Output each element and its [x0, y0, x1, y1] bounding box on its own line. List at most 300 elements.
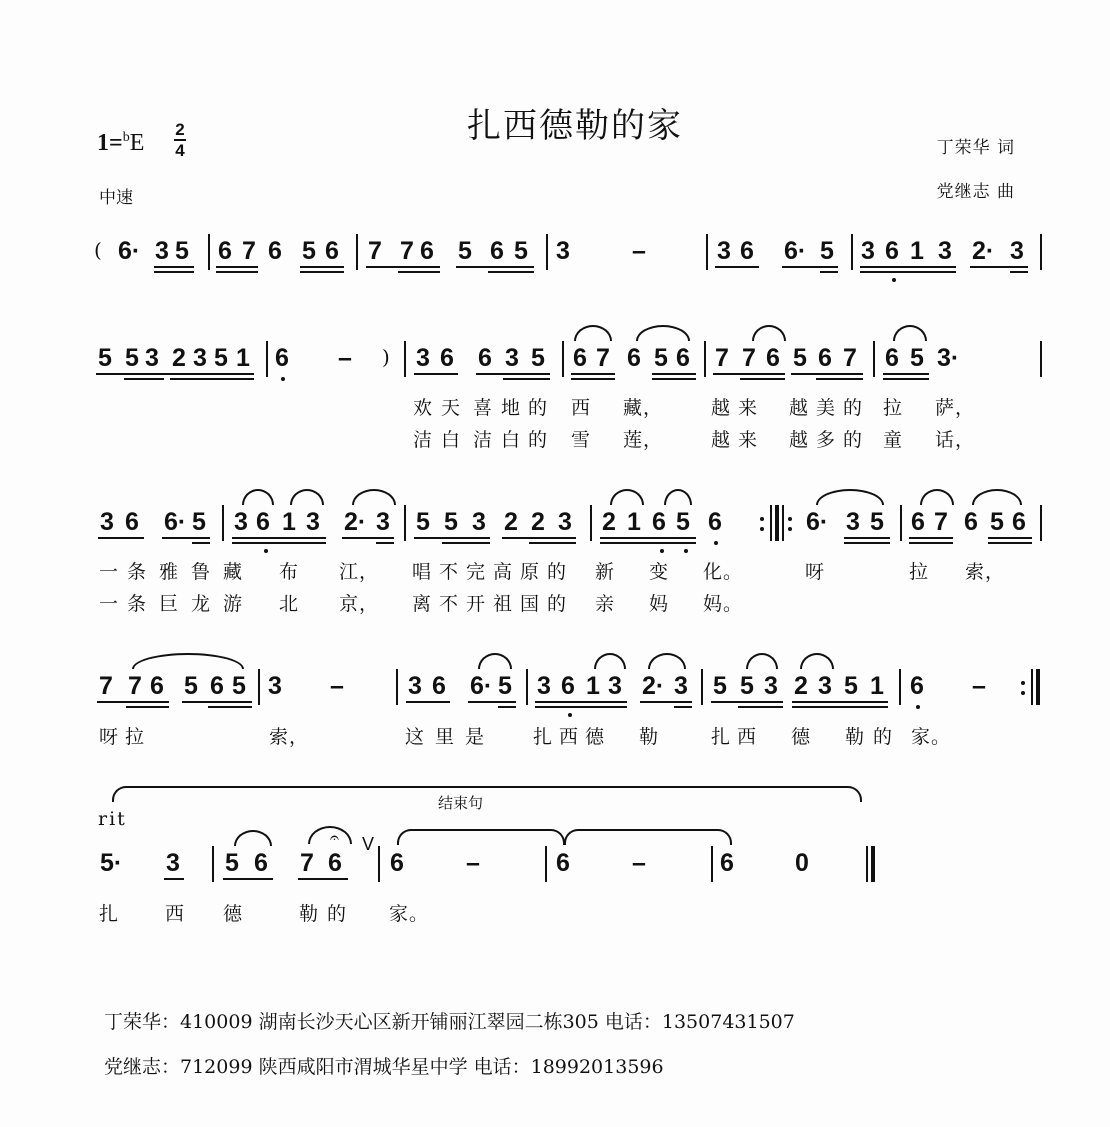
note: 3: [268, 672, 282, 700]
note: 3: [537, 672, 551, 700]
underline: [535, 701, 627, 703]
underline: [791, 373, 863, 375]
note: 6: [766, 344, 780, 372]
underline: [398, 271, 440, 273]
barline: [704, 341, 706, 377]
note: 2: [602, 508, 616, 536]
composer-credit: 党继志 曲: [936, 182, 1015, 202]
note: 1: [586, 672, 600, 700]
slur: [478, 653, 512, 669]
note: 3: [505, 344, 519, 372]
underline: [600, 542, 696, 544]
underline: [488, 271, 534, 273]
note: 2·: [344, 508, 367, 536]
underline: [98, 537, 144, 539]
lyric: 越: [711, 429, 732, 451]
lyric: 德: [791, 726, 812, 748]
note: 6: [652, 508, 666, 536]
note: 6: [720, 849, 734, 877]
note: 6: [556, 849, 570, 877]
barline: [873, 341, 875, 377]
lyric: 洁: [413, 429, 434, 451]
lyric: 拉: [909, 561, 930, 583]
underline: [232, 542, 326, 544]
note: 5: [232, 672, 246, 700]
low-octave-dot: [714, 541, 718, 545]
barline: [1040, 505, 1042, 541]
underline: [988, 537, 1032, 539]
underline: [738, 706, 783, 708]
underline: [96, 373, 254, 375]
lyric: 条: [127, 593, 148, 615]
slur: [290, 489, 324, 505]
lyric: 西: [571, 397, 592, 419]
underline: [1010, 271, 1028, 273]
note: 3: [608, 672, 622, 700]
staff-row-1: [0, 236, 1110, 276]
underline: [164, 878, 184, 880]
underline: [816, 378, 863, 380]
note: 6: [254, 849, 268, 877]
note: 3: [846, 508, 860, 536]
note: 7: [368, 237, 382, 265]
underline: [860, 271, 956, 273]
lyric: 越: [789, 429, 810, 451]
lyric: 祖: [493, 593, 514, 615]
barline: [545, 846, 547, 882]
underline: [126, 706, 169, 708]
barline: [1040, 234, 1042, 270]
note: 7: [742, 344, 756, 372]
barline: [526, 669, 528, 705]
note: 3: [306, 508, 320, 536]
underline: [571, 378, 615, 380]
repeat-barline: [770, 505, 772, 541]
lyric: 扎: [533, 726, 554, 748]
lyric: 巨: [159, 593, 180, 615]
barline: [590, 505, 592, 541]
underline: [232, 537, 326, 539]
note: 6: [573, 344, 587, 372]
lyric: 家。: [911, 726, 952, 748]
barline: [404, 341, 406, 377]
note: 6: [328, 849, 342, 877]
song-title: 扎西德勒的家: [467, 106, 683, 146]
note: 6: [150, 672, 164, 700]
underline: [792, 706, 888, 708]
repeat-end-barline: [1031, 669, 1033, 705]
low-octave-dot: [916, 705, 920, 709]
note: 5: [302, 237, 316, 265]
dash: –: [466, 849, 480, 877]
lyric: 欢: [413, 397, 434, 419]
underline: [503, 378, 550, 380]
lyric: 高: [493, 561, 514, 583]
note: 6·: [784, 237, 807, 265]
barline: [1040, 341, 1042, 377]
underline: [442, 542, 490, 544]
note: 3: [764, 672, 778, 700]
paren-open: (: [94, 238, 102, 262]
staff-row-5: [0, 828, 1110, 888]
underline: [216, 271, 258, 273]
underline: [711, 701, 783, 703]
barline: [546, 234, 548, 270]
note: 5: [175, 237, 189, 265]
barline: [356, 234, 358, 270]
lyric: 白: [441, 429, 462, 451]
slur: [594, 653, 626, 669]
lyric: 索，: [269, 726, 310, 748]
underline: [414, 373, 458, 375]
underline: [844, 537, 890, 539]
dash: –: [972, 672, 986, 700]
note: 5: [713, 672, 727, 700]
barline: [212, 846, 214, 882]
slur: [972, 489, 1022, 505]
note: 6: [432, 672, 446, 700]
barline: [258, 669, 260, 705]
low-octave-dot: [660, 549, 664, 553]
lyric: 变: [649, 561, 670, 583]
note: 5: [184, 672, 198, 700]
note: 7: [843, 344, 857, 372]
staff-row-4: [0, 671, 1110, 711]
underline: [298, 878, 348, 880]
lyric: 藏，: [623, 397, 664, 419]
lyric: 勒: [845, 726, 866, 748]
repeat-dot: [1021, 691, 1025, 695]
lyric: 雅: [159, 561, 180, 583]
lyric: 呀: [99, 726, 120, 748]
low-octave-dot: [264, 549, 268, 553]
lyric: 西: [737, 726, 758, 748]
note: 6: [390, 849, 404, 877]
note: 3: [472, 508, 486, 536]
barline: [266, 341, 268, 377]
note: 3: [818, 672, 832, 700]
note: 3: [861, 237, 875, 265]
barline: [706, 234, 708, 270]
note: 5: [225, 849, 239, 877]
repeat-dot: [788, 527, 792, 531]
underline: [406, 701, 450, 703]
underline: [844, 542, 890, 544]
lyric: 越: [789, 397, 810, 419]
note: 6: [125, 508, 139, 536]
note: 2: [794, 672, 808, 700]
note: 6: [440, 344, 454, 372]
note: 6·: [806, 508, 829, 536]
note: 7: [934, 508, 948, 536]
note: 3: [1010, 237, 1024, 265]
note: 1: [627, 508, 641, 536]
ending-label: 结束句: [438, 794, 484, 812]
note: 0: [795, 849, 809, 877]
note: 5: [125, 344, 139, 372]
barline: [711, 846, 713, 882]
note: 6: [420, 237, 434, 265]
note: 7: [400, 237, 414, 265]
contact-composer: 党继志：712099 陕西咸阳市渭城华星中学 电话：18992013596: [104, 1056, 664, 1078]
lyric: 天: [441, 397, 462, 419]
lyric: 索，: [965, 561, 1006, 583]
lyric: 唱: [412, 561, 433, 583]
note: 5: [676, 508, 690, 536]
repeat-barline: [782, 505, 784, 541]
note: 6: [561, 672, 575, 700]
lyric: 来: [738, 397, 759, 419]
note: 3: [556, 237, 570, 265]
lyric: 喜: [473, 397, 494, 419]
time-signature: [174, 120, 186, 160]
key-signature: [97, 130, 144, 157]
tie-bracket: [397, 829, 565, 845]
barline: [562, 341, 564, 377]
lyric: 扎: [711, 726, 732, 748]
note: 3: [234, 508, 248, 536]
underline: [502, 537, 576, 539]
note: 1: [910, 237, 924, 265]
barline: [701, 669, 703, 705]
lyric: 的: [327, 903, 348, 925]
note: 5: [514, 237, 528, 265]
note: 6: [218, 237, 232, 265]
lyric: 不: [439, 561, 460, 583]
slur: [132, 653, 244, 669]
slur: [920, 489, 954, 505]
underline: [300, 266, 344, 268]
lyric: 鲁: [191, 561, 212, 583]
staff-row-2: [0, 343, 1110, 383]
lyric: 原: [520, 561, 541, 583]
lyric: 新: [595, 561, 616, 583]
underline: [740, 378, 785, 380]
underline: [674, 706, 692, 708]
note: 3: [155, 237, 169, 265]
barline: [900, 505, 902, 541]
note: 6: [210, 672, 224, 700]
lyric: 妈。: [703, 593, 744, 615]
underline: [208, 706, 252, 708]
note: 6: [478, 344, 492, 372]
lyric: 条: [127, 561, 148, 583]
note: 6·: [164, 508, 187, 536]
underline: [640, 701, 692, 703]
lyric: 多: [816, 429, 837, 451]
note: 1: [870, 672, 884, 700]
underline: [988, 542, 1032, 544]
low-octave-dot: [281, 377, 285, 381]
underline: [97, 701, 169, 703]
note: 3: [100, 508, 114, 536]
lyricist-credit: 丁荣华 词: [936, 138, 1015, 158]
paren-close: ): [382, 345, 390, 369]
note: 6: [275, 344, 289, 372]
lyric: 拉: [883, 397, 904, 419]
underline: [820, 271, 838, 273]
underline: [216, 266, 258, 268]
underline: [529, 542, 576, 544]
lyric: 离: [412, 593, 433, 615]
underline: [300, 271, 344, 273]
lyric: 是: [465, 726, 486, 748]
note: 3: [193, 344, 207, 372]
note: 5: [458, 237, 472, 265]
underline: [162, 537, 210, 539]
time-sig-top: 2: [175, 120, 185, 139]
dash: –: [330, 672, 344, 700]
repeat-barline: [775, 505, 779, 541]
lyric: 西: [559, 726, 580, 748]
low-octave-dot: [684, 549, 688, 553]
note: 5: [654, 344, 668, 372]
barline: [396, 669, 398, 705]
slur: [664, 489, 692, 505]
note: 2·: [972, 237, 995, 265]
underline: [376, 542, 394, 544]
lyric: 布: [279, 561, 300, 583]
underline: [600, 537, 696, 539]
lyric: 莲，: [623, 429, 664, 451]
underline: [792, 701, 888, 703]
underline: [154, 271, 194, 273]
underline: [342, 537, 394, 539]
lyric: 妈: [649, 593, 670, 615]
barline: [851, 234, 853, 270]
underline: [192, 542, 210, 544]
rit-bracket: [112, 786, 862, 802]
underline: [909, 542, 953, 544]
lyric: 的: [547, 561, 568, 583]
slur: [574, 325, 612, 341]
lyric: 的: [873, 726, 894, 748]
note: 6: [911, 508, 925, 536]
note: 2: [531, 508, 545, 536]
time-sig-bottom: 4: [175, 141, 185, 160]
lyric: 化。: [703, 561, 744, 583]
breath-mark: V: [362, 834, 375, 854]
underline: [223, 878, 273, 880]
lyric: 江，: [339, 561, 380, 583]
barline: [208, 234, 210, 270]
rit-marking: rit: [98, 808, 127, 830]
barline: [378, 846, 380, 882]
lyric: 游: [223, 593, 244, 615]
barline: [899, 669, 901, 705]
slur: [648, 653, 686, 669]
note: 6: [490, 237, 504, 265]
lyric: 京，: [339, 593, 380, 615]
staff-row-3: [0, 507, 1110, 547]
note: 5: [531, 344, 545, 372]
note: 5: [990, 508, 1004, 536]
low-octave-dot: [892, 278, 896, 282]
underline: [154, 266, 194, 268]
note: 3·: [937, 344, 960, 372]
note: 6: [325, 237, 339, 265]
final-barline: [871, 846, 875, 882]
lyric: 龙: [191, 593, 212, 615]
lyric: 不: [439, 593, 460, 615]
lyric: 里: [435, 726, 456, 748]
note: 6: [885, 237, 899, 265]
note: 6: [708, 508, 722, 536]
key-letter: E: [129, 130, 145, 156]
slur: [636, 325, 690, 341]
note: 2: [504, 508, 518, 536]
underline: [124, 378, 164, 380]
note: 5: [214, 344, 228, 372]
final-barline: [866, 846, 868, 882]
underline: [366, 266, 440, 268]
repeat-end-barline: [1036, 669, 1040, 705]
lyric: 完: [466, 561, 487, 583]
note: 7: [242, 237, 256, 265]
lyric: 西: [165, 903, 186, 925]
underline: [652, 378, 696, 380]
note: 5: [793, 344, 807, 372]
lyric: 的: [528, 429, 549, 451]
note: 5: [444, 508, 458, 536]
lyric: 洁: [473, 429, 494, 451]
contact-lyricist: 丁荣华：410009 湖南长沙天心区新开铺丽江翠园二栋305 电话：13507431507: [104, 1011, 795, 1033]
note: 5: [870, 508, 884, 536]
lyric: 德: [223, 903, 244, 925]
underline: [883, 378, 929, 380]
lyric: 美: [816, 397, 837, 419]
lyric: 来: [738, 429, 759, 451]
underline: [170, 378, 254, 380]
underline: [970, 266, 1028, 268]
note: 5: [740, 672, 754, 700]
note: 6: [740, 237, 754, 265]
lyric: 一: [99, 593, 120, 615]
dash: –: [632, 849, 646, 877]
note: 6: [627, 344, 641, 372]
lyric: 这: [405, 726, 426, 748]
underline: [883, 373, 929, 375]
lyric: 地: [501, 397, 522, 419]
note: 5: [910, 344, 924, 372]
lyric: 萨，: [935, 397, 976, 419]
note: 6: [1012, 508, 1026, 536]
dash: –: [632, 237, 646, 265]
fermata-icon: 𝄐: [330, 828, 339, 847]
lyric: 一: [99, 561, 120, 583]
note: 5: [416, 508, 430, 536]
underline: [860, 266, 956, 268]
underline: [498, 706, 516, 708]
slur: [242, 489, 274, 505]
note: 6: [818, 344, 832, 372]
lyric: 拉: [125, 726, 146, 748]
note: 6: [256, 508, 270, 536]
lyric: 白: [501, 429, 522, 451]
repeat-dot: [788, 517, 792, 521]
note: 6: [885, 344, 899, 372]
lyric: 的: [547, 593, 568, 615]
lyric: 国: [520, 593, 541, 615]
key-prefix: 1=: [97, 130, 123, 156]
underline: [652, 373, 696, 375]
underline: [182, 701, 252, 703]
note: 7: [300, 849, 314, 877]
note: 5: [844, 672, 858, 700]
slur: [893, 325, 927, 341]
lyric: 的: [843, 429, 864, 451]
lyric: 越: [711, 397, 732, 419]
